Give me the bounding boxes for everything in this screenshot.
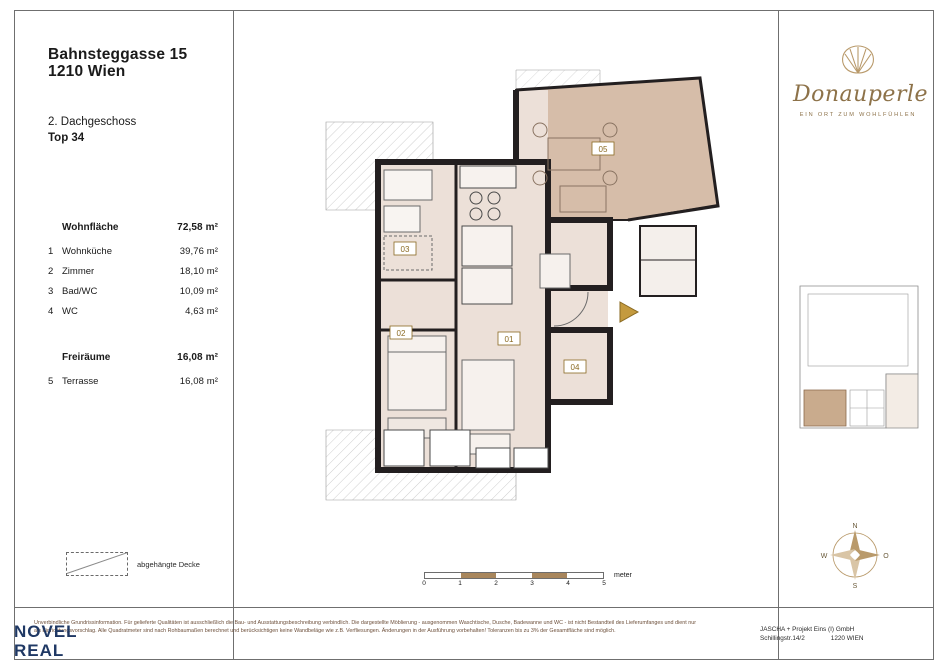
address-city: 1210 Wien: [48, 63, 126, 80]
scale-tick: 5: [602, 580, 606, 587]
legend-label: abgehängte Decke: [137, 559, 200, 569]
scale-tick: 2: [494, 580, 498, 587]
svg-text:04: 04: [570, 363, 580, 372]
room-area: 18,10 m²: [179, 266, 218, 277]
room-name: Bad/WC: [62, 286, 98, 297]
scale-tick: 4: [566, 580, 570, 587]
svg-text:05: 05: [598, 145, 608, 154]
novel-logo-text1: NOVEL: [14, 622, 78, 641]
unit-number: Top 34: [48, 132, 85, 144]
company-block: [760, 625, 863, 643]
svg-text:W: W: [820, 553, 828, 560]
room-index: 2: [48, 266, 54, 277]
table-row: [48, 302, 218, 322]
bedroom-furniture: [388, 336, 446, 438]
outdoor-area-total: 16,08 m²: [177, 352, 218, 363]
table-spacer: [48, 322, 218, 348]
shell-icon: [793, 44, 923, 80]
living-area-label: Wohnfläche: [62, 222, 119, 233]
key-plan-highlight: [804, 390, 846, 426]
scale-tick: 1: [458, 580, 462, 587]
table-row: [48, 282, 218, 302]
scale-tick: 3: [530, 580, 534, 587]
legend-suspended-ceiling: [66, 552, 200, 576]
brand-logo: [793, 44, 929, 118]
room-area: 4,63 m²: [185, 306, 218, 317]
scale-bar-segments: [424, 572, 604, 579]
room-tag-05: [592, 142, 614, 155]
floor-block: [48, 114, 136, 146]
compass-rose: [820, 520, 890, 590]
divider-right: [778, 10, 779, 660]
room-name: Zimmer: [62, 266, 95, 277]
area-table: [48, 218, 218, 392]
outdoor-area-label: Freiräume: [62, 352, 111, 363]
room-index: 3: [48, 286, 54, 297]
legend-hatch-swatch: [66, 552, 128, 576]
room-tag-04: [564, 360, 586, 373]
room-name: Terrasse: [62, 376, 99, 387]
novel-logo-text2: REAL: [14, 641, 65, 660]
room-area: 39,76 m²: [179, 246, 218, 257]
room-tag-02: [390, 326, 412, 339]
adjacent-shaft: [640, 226, 696, 296]
company-city: 1220 WIEN: [830, 635, 864, 642]
novel-logo-line1: [14, 622, 118, 641]
disclaimer-text: Unverbindliche Grundrissinformation. Für gelieferte Qualitäten ist ausschließlich die Bau- und Ausstattungsbeschreibung verbindlich. Die dargestellte Möblierung - ausgenommen Waschtische, Dusche, Badewanne und WC - ist nicht Bestandteil des Lieferumfanges und dient nur als Einrichtungsvorschlag. Alle Quadratmeter sind nach Rohbaumaßen berechnet und berücksichtigen keine Wandbeläge wie z.B. Verfliesungen. Änderungen in der Ausführung vorbehalten! Toleranzen bis zu 3% der Gesamtfläche sind möglich.: [34, 620, 697, 634]
room-area: 16,08 m²: [179, 376, 218, 387]
table-row: [48, 242, 218, 262]
room-tag-03: [394, 242, 416, 255]
room-name: WC: [62, 306, 78, 317]
room-area: 10,09 m²: [179, 286, 218, 297]
room-index: 1: [48, 246, 54, 257]
novel-real-logo: [14, 622, 118, 664]
floorplan-drawing: [248, 30, 760, 550]
scale-unit: meter: [614, 572, 632, 579]
svg-text:O: O: [883, 553, 889, 560]
room-index: 5: [48, 376, 54, 387]
svg-text:S: S: [852, 583, 858, 590]
room-tag-01: [498, 332, 520, 345]
table-row: [48, 262, 218, 282]
key-plan: [790, 278, 930, 468]
company-street: Schillingstr.14/2: [760, 635, 805, 642]
room-name: Wohnküche: [62, 246, 112, 257]
area-row-living-head: [48, 218, 218, 238]
scale-bar: [422, 572, 632, 587]
scale-tick: 0: [422, 580, 426, 587]
svg-text:01: 01: [504, 335, 514, 344]
svg-text:03: 03: [400, 245, 410, 254]
svg-text:N: N: [852, 523, 858, 530]
address-street: Bahnsteggasse 15: [48, 46, 188, 63]
kitchen-fixtures: [460, 166, 516, 304]
floor-level: 2. Dachgeschoss: [48, 116, 137, 128]
address-block: [48, 46, 187, 80]
divider-left: [233, 10, 234, 660]
area-row-outdoor-head: [48, 348, 218, 368]
svg-text:02: 02: [396, 329, 406, 338]
company-name: JASCHA + Projekt Eins (I) GmbH: [760, 626, 855, 633]
divider-bottom: [14, 607, 934, 608]
living-area-total: 72,58 m²: [177, 222, 218, 233]
novel-logo-line2: [14, 641, 118, 660]
brand-name: Donauperle: [793, 82, 929, 107]
brand-tagline: EIN ORT ZUM WOHLFÜHLEN: [799, 112, 917, 118]
room-index: 4: [48, 306, 54, 317]
table-row: [48, 372, 218, 392]
